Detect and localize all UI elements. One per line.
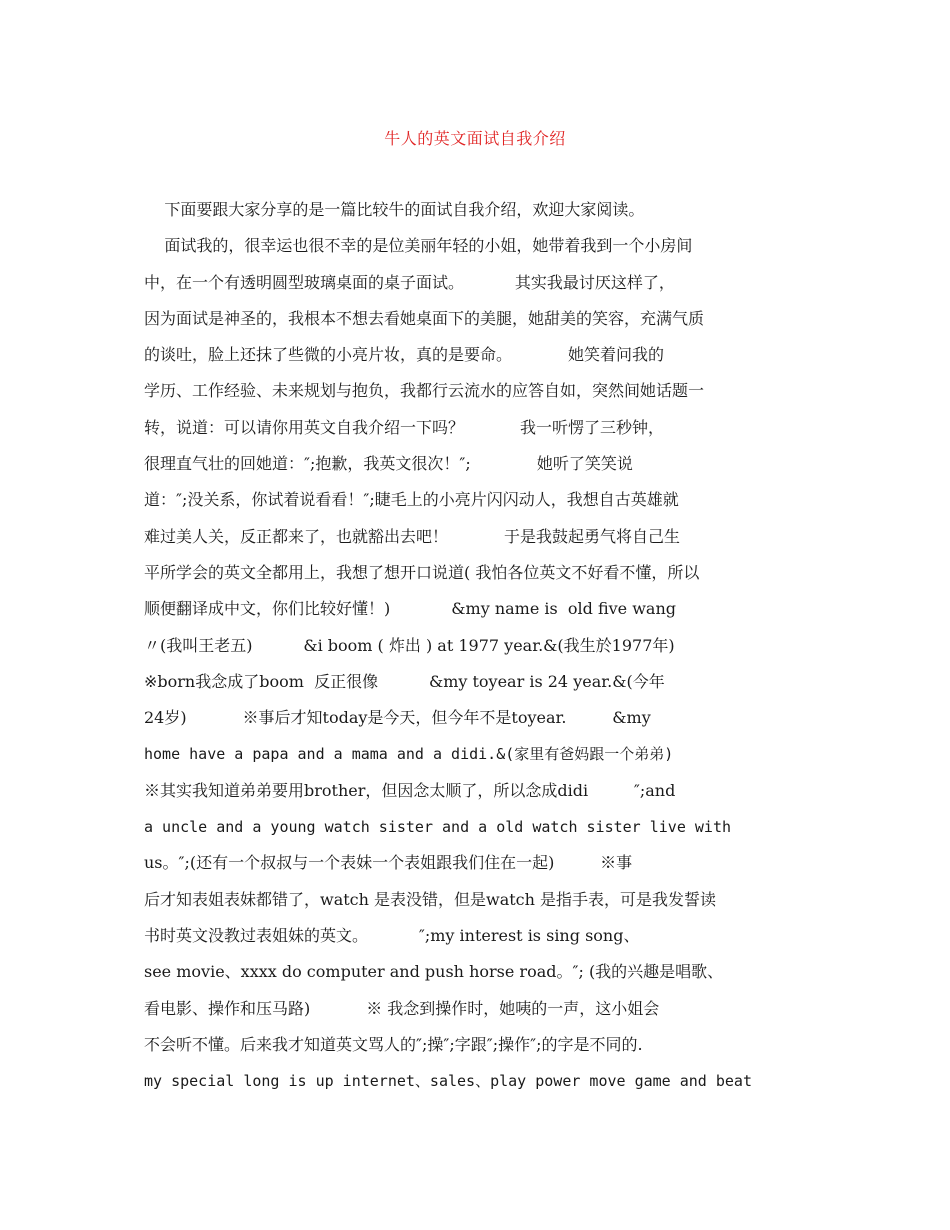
paragraph-line: 顺便翻译成中文，你们比较好懂！) &my name is old five wang [144, 599, 677, 619]
paragraph-line: 后才知表姐表妹都错了，watch 是表没错，但是watch 是指手表，可是我发誓读 [144, 889, 717, 909]
paragraph-line: 学历、工作经验、未来规划与抱负，我都行云流水的应答自如，突然间她话题一 [144, 381, 705, 401]
paragraph-line: ※其实我知道弟弟要用brother，但因念太顺了，所以念成didi ″;and [144, 780, 676, 800]
paragraph-line: 中，在一个有透明圆型玻璃桌面的桌子面试。 其实我最讨厌这样了， [144, 272, 675, 292]
paragraph-line: 〃(我叫王老五) &i boom ( 炸出 ) at 1977 year.&(我生於1977年) [144, 635, 675, 655]
paragraph-line: 道：″;没关系，你试着说看看！″;睫毛上的小亮片闪闪动人，我想自古英雄就 [144, 490, 679, 510]
paragraph-line: 难过美人关，反正都来了，也就豁出去吧！ 于是我鼓起勇气将自己生 [144, 526, 680, 546]
paragraph-line: 因为面试是神圣的，我根本不想去看她桌面下的美腿，她甜美的笑容，充满气质 [144, 308, 705, 328]
paragraph-line: 书时英文没教过表姐妹的英文。 ″;my interest is sing song、 [144, 925, 640, 945]
paragraph-line: 转，说道：可以请你用英文自我介绍一下吗？ 我一听愣了三秒钟， [144, 417, 664, 437]
paragraph-line: see movie、xxxx do computer and push horse road。″; (我的兴趣是唱歌、 [144, 962, 724, 982]
document-body [144, 192, 810, 1099]
document-title: 牛人的英文面试自我介绍 [384, 129, 566, 148]
paragraph-line: 下面要跟大家分享的是一篇比较牛的面试自我介绍，欢迎大家阅读。 [144, 200, 645, 219]
paragraph-line: 看电影、操作和压马路) ※ 我念到操作时，她咦的一声，这小姐会 [144, 998, 660, 1018]
paragraph-line: 面试我的，很幸运也很不幸的是位美丽年轻的小姐，她带着我到一个小房间 [144, 236, 693, 256]
paragraph-line: my special long is up internet、sales、play power move game and beat [144, 1072, 752, 1091]
paragraph-line: 很理直气壮的回她道：″;抱歉，我英文很次！″; 她听了笑笑说 [144, 454, 633, 474]
paragraph-line: 的谈吐，脸上还抹了些微的小亮片妆，真的是要命。 她笑着问我的 [144, 345, 664, 365]
paragraph-line: 24岁) ※事后才知today是今天，但今年不是toyear. &my [144, 708, 651, 728]
paragraph-line: home have a papa and a mama and a didi.&(家里有爸妈跟一个弟弟) [144, 745, 674, 764]
paragraph-line: 平所学会的英文全都用上，我想了想开口说道( 我怕各位英文不好看不懂，所以 [144, 562, 700, 582]
paragraph-line: a uncle and a young watch sister and a old watch sister live with [144, 818, 731, 837]
paragraph-line: 不会听不懂。后来我才知道英文骂人的″;操″;字跟″;操作″;的字是不同的. [144, 1034, 643, 1054]
paragraph-line: ※born我念成了boom 反正很像 &my toyear is 24 year.&(今年 [144, 671, 665, 691]
paragraph-line: us。″;(还有一个叔叔与一个表妹一个表姐跟我们住在一起) ※事 [144, 853, 633, 873]
